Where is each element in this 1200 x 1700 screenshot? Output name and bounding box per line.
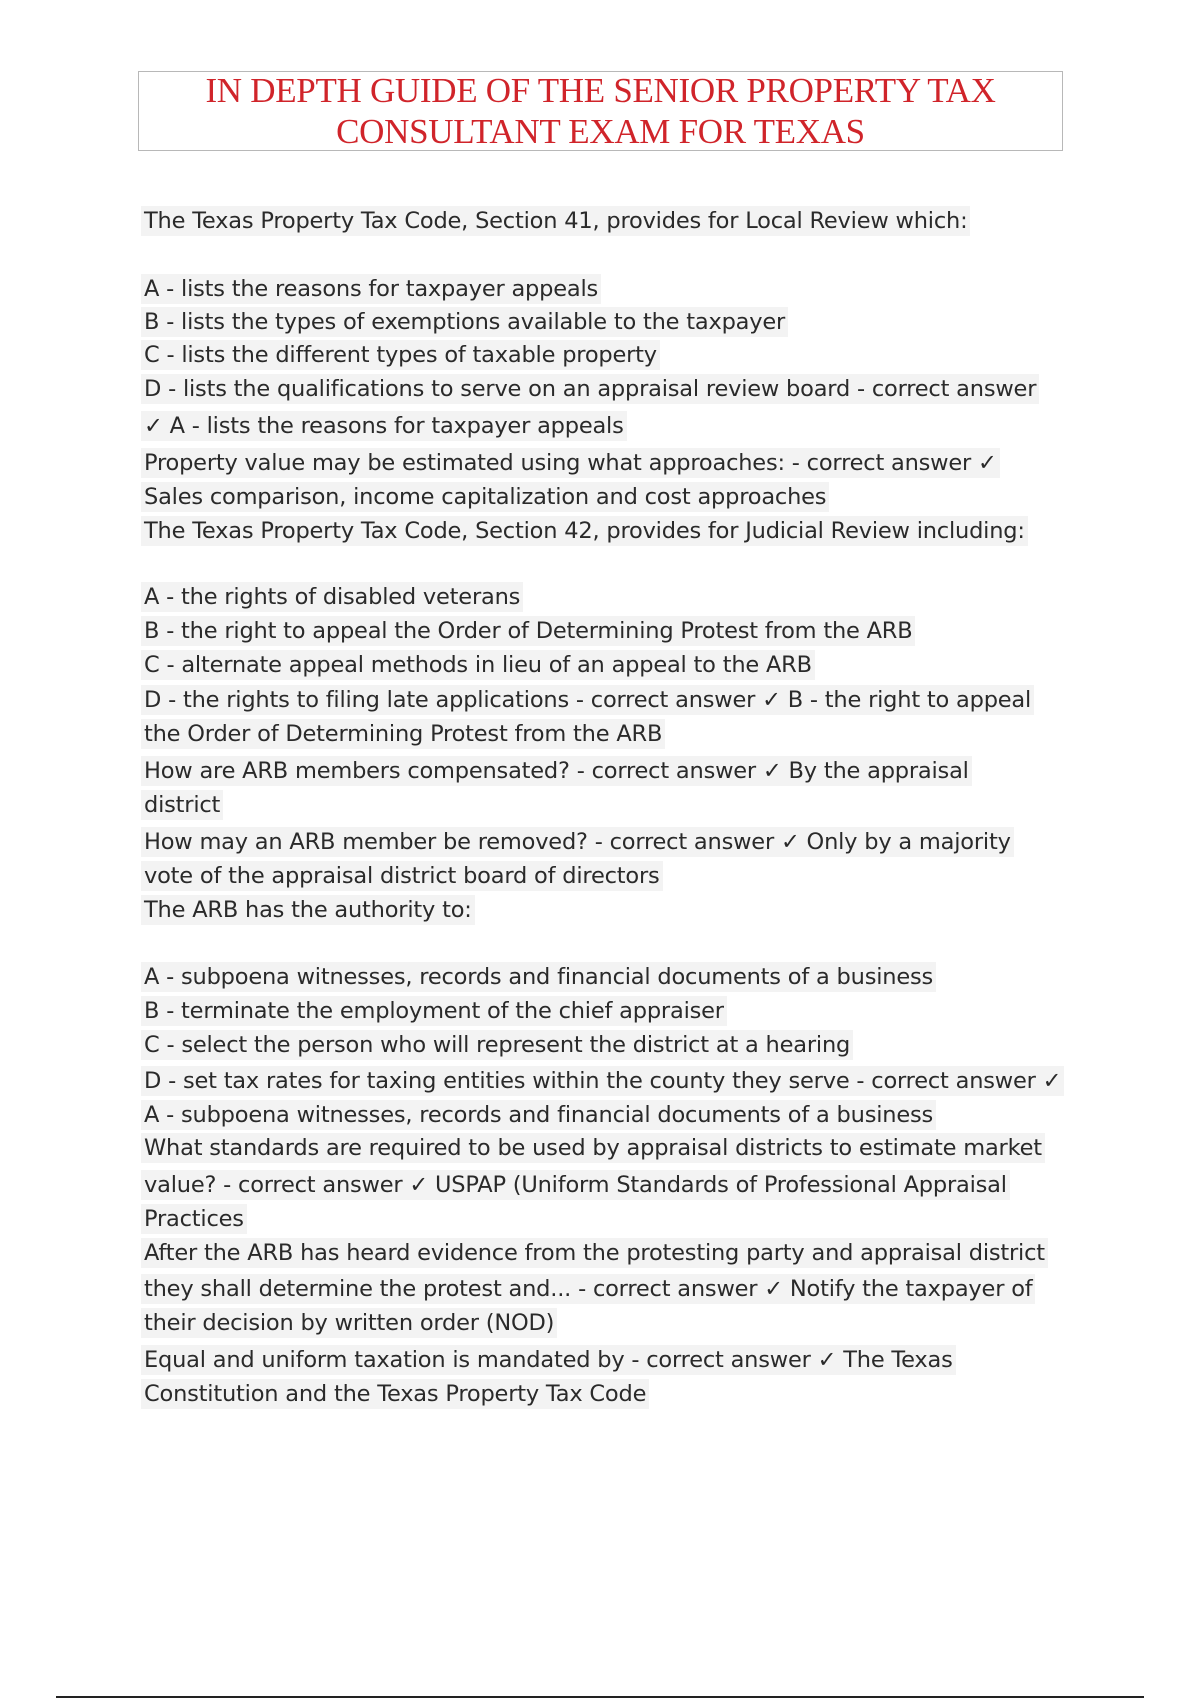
text-line: The Texas Property Tax Code, Section 41, provides for Local Review which: bbox=[141, 206, 970, 236]
text-line: C - alternate appeal methods in lieu of an appeal to the ARB bbox=[141, 650, 815, 680]
text-line: D - set tax rates for taxing entities within the county they serve - correct answer ✓ bbox=[141, 1066, 1064, 1096]
text-line: A - the rights of disabled veterans bbox=[141, 582, 523, 612]
text-line: B - the right to appeal the Order of Determining Protest from the ARB bbox=[141, 616, 915, 646]
text-line: value? - correct answer ✓ USPAP (Uniform Standards of Professional Appraisal bbox=[141, 1170, 1010, 1200]
text-line: they shall determine the protest and... - correct answer ✓ Notify the taxpayer of bbox=[141, 1274, 1035, 1304]
text-line: C - select the person who will represent the district at a hearing bbox=[141, 1030, 853, 1060]
text-line: Property value may be estimated using what approaches: - correct answer ✓ bbox=[141, 448, 1000, 478]
text-line: What standards are required to be used by appraisal districts to estimate market bbox=[141, 1133, 1045, 1163]
text-line: Practices bbox=[141, 1204, 247, 1234]
text-line: vote of the appraisal district board of directors bbox=[141, 861, 663, 891]
text-line: A - lists the reasons for taxpayer appeals bbox=[141, 274, 601, 304]
footer-rule bbox=[56, 1696, 1144, 1698]
title-box bbox=[138, 71, 1063, 151]
text-line: After the ARB has heard evidence from the protesting party and appraisal district bbox=[141, 1238, 1048, 1268]
text-line: B - terminate the employment of the chief appraiser bbox=[141, 996, 727, 1026]
text-line: A - subpoena witnesses, records and financial documents of a business bbox=[141, 962, 936, 992]
text-line: ✓ A - lists the reasons for taxpayer appeals bbox=[141, 411, 627, 441]
text-line: The Texas Property Tax Code, Section 42, provides for Judicial Review including: bbox=[141, 516, 1028, 546]
text-line: The ARB has the authority to: bbox=[141, 895, 475, 925]
text-line: B - lists the types of exemptions available to the taxpayer bbox=[141, 307, 788, 337]
title-line-1: IN DEPTH GUIDE OF THE SENIOR PROPERTY TAX bbox=[205, 71, 996, 110]
text-line: How are ARB members compensated? - correct answer ✓ By the appraisal bbox=[141, 756, 972, 786]
text-line: Equal and uniform taxation is mandated by - correct answer ✓ The Texas bbox=[141, 1345, 956, 1375]
text-line: their decision by written order (NOD) bbox=[141, 1308, 557, 1338]
text-line: D - the rights to filing late applications - correct answer ✓ B - the right to appeal bbox=[141, 685, 1034, 715]
text-line: C - lists the different types of taxable property bbox=[141, 340, 660, 370]
title-line-2: CONSULTANT EXAM FOR TEXAS bbox=[336, 112, 865, 151]
text-line: D - lists the qualifications to serve on an appraisal review board - correct answer bbox=[141, 374, 1039, 404]
text-line: How may an ARB member be removed? - correct answer ✓ Only by a majority bbox=[141, 827, 1014, 857]
text-line: Constitution and the Texas Property Tax Code bbox=[141, 1379, 649, 1409]
text-line: Sales comparison, income capitalization and cost approaches bbox=[141, 482, 829, 512]
text-line: A - subpoena witnesses, records and financial documents of a business bbox=[141, 1100, 936, 1130]
text-line: the Order of Determining Protest from the ARB bbox=[141, 719, 665, 749]
text-line: district bbox=[141, 790, 223, 820]
